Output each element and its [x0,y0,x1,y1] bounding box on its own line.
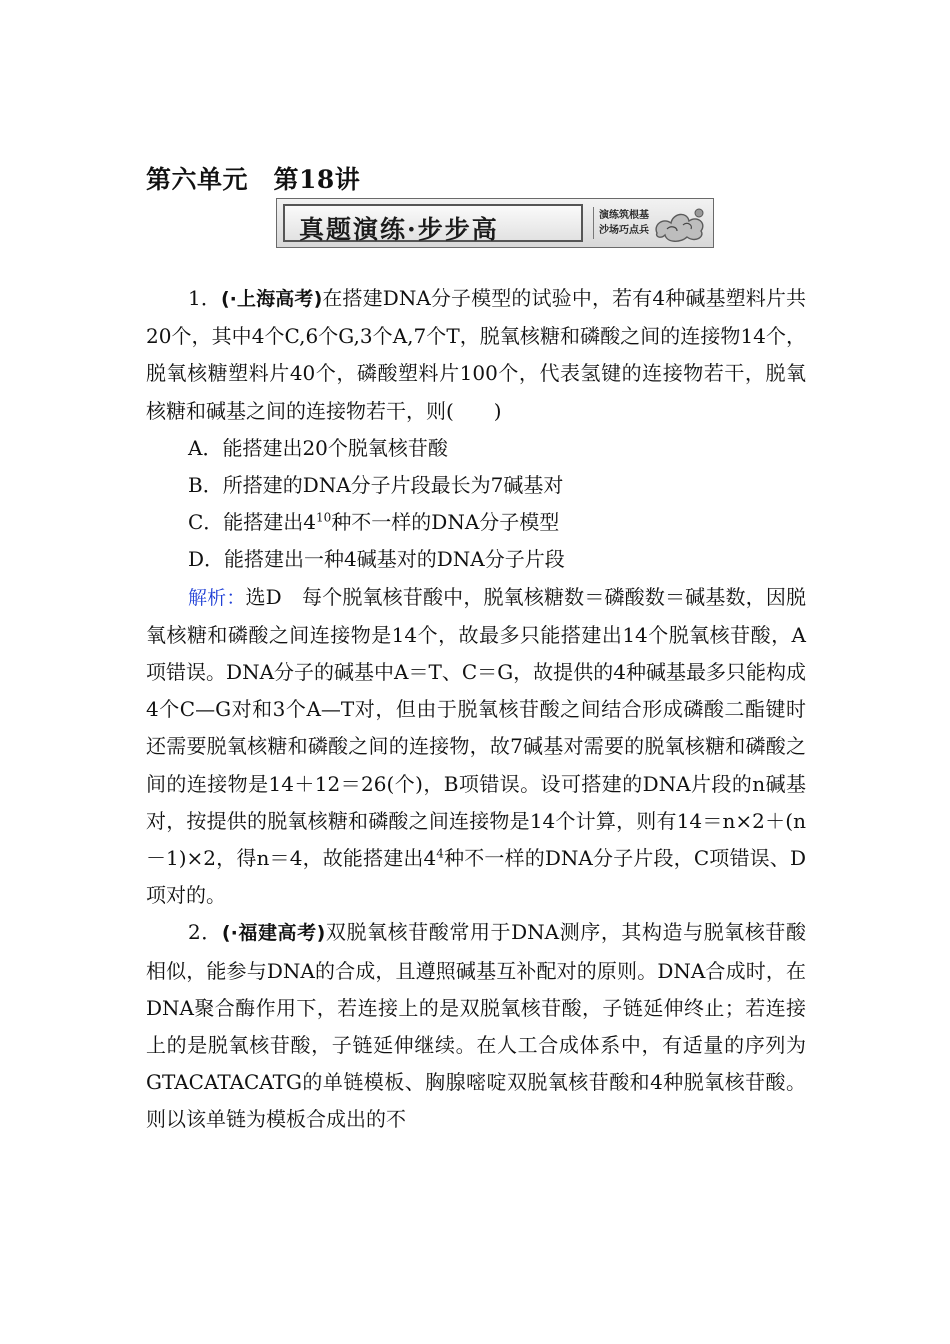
banner-slogan-line1: 演练筑根基 [599,210,649,221]
banner-divider [593,207,594,239]
banner-title: 真题演练·步步高 [299,215,499,244]
option-c-text-post: 种不一样的DNA分子模型 [331,510,560,535]
question-2-number: 2． [188,920,222,945]
question-2 [146,914,806,1138]
question-1 [146,280,806,430]
banner-slogan [599,208,649,238]
question-1-stem: 在搭建DNA分子模型的试验中，若有4种碱基塑料片共20个，其中4个C,6个G,3个A,7个T，脱氧核糖和磷酸之间的连接物14个，脱氧核糖塑料片40个，磷酸塑料片100个，代表氢键的连接物若干，脱氧核糖和碱基之间的连接物若干，则( ) [146,286,806,423]
page-title: 第六单元 第18讲 [146,165,361,194]
option-a: A．能搭建出20个脱氧核苷酸 [188,435,448,460]
option-c-exponent: 10 [316,510,332,525]
banner-title-frame [283,204,583,242]
analysis-text-post: 种不一样的DNA分子片段，C项错误、D项对的。 [146,846,806,908]
option-c [146,504,806,541]
option-d: D．能搭建出一种4碱基对的DNA分子片段 [188,547,565,572]
question-1-number: 1． [188,286,221,310]
option-b: B．所搭建的DNA分子片段最长为7碱基对 [188,473,564,498]
question-2-source: (·福建高考) [221,922,326,945]
analysis-text-pre: 选D 每个脱氧核苷酸中，脱氧核糖数＝磷酸数＝碱基数，因脱氧核糖和磷酸之间连接物是14个，故最多只能搭建出14个脱氧核苷酸，A项错误。DNA分子的碱基中A＝T、C＝G，故提供的4种碱基最多只能构成4个C—G对和3个A—T对，但由于脱氧核苷酸之间结合形成磷酸二酯键时还需要脱氧核糖和磷酸之间的连接物，故7碱基对需要的脱氧核糖和磷酸之间的连接物是14＋12＝26(个)，B项错误。设可搭建的DNA片段的n碱基对，按提供的脱氧核糖和磷酸之间连接物是14个计算，则有14＝n×2＋(n－1)×2，得n＝4，故能搭建出4 [146,584,806,871]
analysis [146,579,806,915]
option-c-text-pre: C．能搭建出4 [188,510,317,535]
analysis-exponent: 4 [436,846,444,861]
banner-slogan-line2: 沙场巧点兵 [599,225,649,236]
question-1-source: (·上海高考) [221,288,323,310]
analysis-label: 解析： [188,586,246,609]
section-banner [276,198,714,248]
question-2-stem: 双脱氧核苷酸常用于DNA测序，其构造与脱氧核苷酸相似，能参与DNA的合成，且遵照碱基互补配对的原则。DNA合成时，在DNA聚合酶作用下，若连接上的是双脱氧核苷酸，子链延伸终止；若连接上的是脱氧核苷酸，子链延伸继续。在人工合成体系中，有适量的序列为GTACATACATG的单链模板、胸腺嘧啶双脱氧核苷酸和4种脱氧核苷酸。则以该单链为模板合成出的不 [146,920,806,1132]
cloud-ornament-icon [651,203,709,245]
question-content [146,280,806,1139]
